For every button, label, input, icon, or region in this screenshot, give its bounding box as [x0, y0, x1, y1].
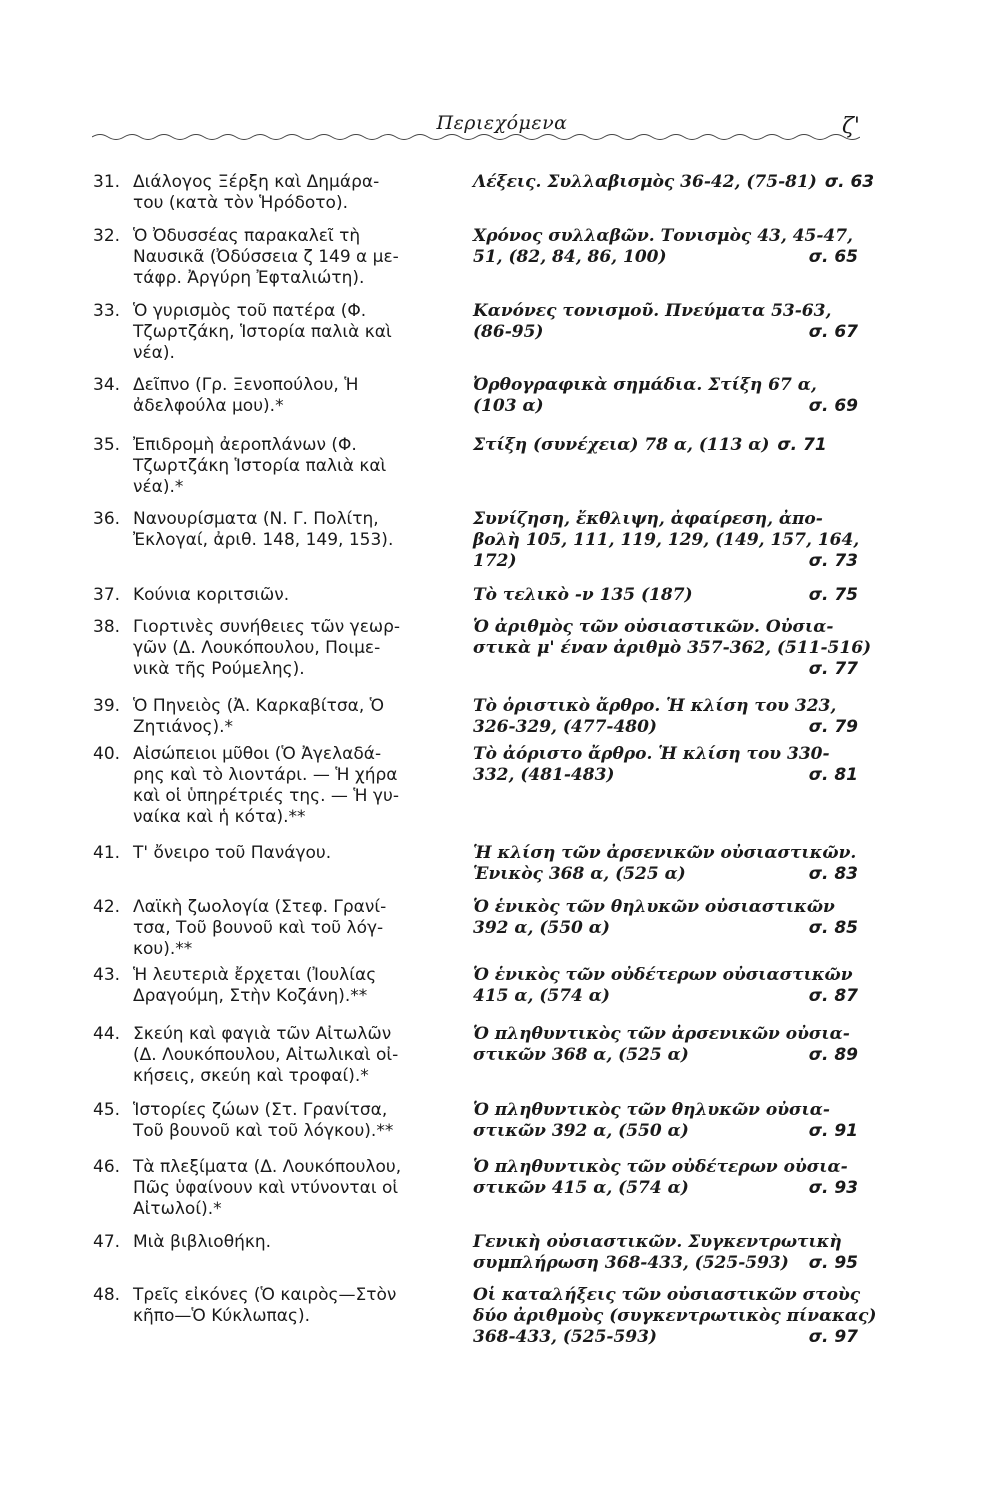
reading-title	[133, 1024, 453, 1087]
reading-title-line: Τὰ πλεξίματα (Δ. Λουκόπουλου,	[133, 1157, 402, 1177]
page-reference: σ. 65	[808, 247, 858, 267]
entry-number: 38.	[93, 617, 121, 637]
entry-number: 34.	[93, 375, 121, 395]
entry-number: 42.	[93, 897, 121, 917]
page-reference: σ. 97	[808, 1327, 858, 1347]
entry-number: 35.	[93, 435, 121, 455]
page-number: ζ'	[842, 114, 860, 139]
reading-title-line: Κούνια κοριτσιῶν.	[133, 585, 290, 605]
reading-title	[133, 585, 453, 606]
page-reference: σ. 89	[808, 1045, 858, 1065]
reading-title	[133, 301, 453, 364]
grammar-topic-line: Ἡ κλίση τῶν ἀρσενικῶν οὐσιαστικῶν.	[473, 843, 857, 863]
reading-title-line: κου).**	[133, 939, 193, 959]
entry-number: 47.	[93, 1232, 121, 1252]
grammar-topic-line: δύο ἀριθμοὺς (συγκεντρωτικὸς πίνακας)	[473, 1306, 877, 1326]
grammar-topic-line: 392 α, (550 α) σ. 85	[473, 918, 858, 938]
entry-number: 39.	[93, 696, 121, 716]
reading-title-line: Αἰτωλοί).*	[133, 1199, 222, 1219]
grammar-topic-line: Οἱ καταλήξεις τῶν οὐσιαστικῶν στοὺς	[473, 1285, 861, 1305]
running-header-title: Περιεχόμενα	[436, 112, 568, 134]
entry-number: 45.	[93, 1100, 121, 1120]
grammar-topic	[473, 696, 858, 738]
entry-number: 48.	[93, 1285, 121, 1305]
page-reference: σ. 63	[824, 172, 875, 192]
reading-title-line: Τρεῖς εἰκόνες (Ὁ καιρὸς—Στὸν	[133, 1285, 397, 1305]
page-reference: σ. 79	[808, 717, 858, 737]
grammar-topic-line: 332, (481-483) σ. 81	[473, 765, 858, 785]
reading-title-line: τσα, Τοῦ βουνοῦ καὶ τοῦ λόγ-	[133, 918, 384, 938]
reading-title	[133, 965, 453, 1007]
grammar-topic-line: 326-329, (477-480) σ. 79	[473, 717, 858, 737]
grammar-topic	[473, 965, 858, 1007]
reading-title-line: νέα).	[133, 343, 175, 363]
grammar-topic-line: Κανόνες τονισμοῦ. Πνεύματα 53-63,	[473, 301, 832, 321]
reading-title	[133, 897, 453, 960]
reading-title	[133, 696, 453, 738]
reading-title-line: Πῶς ὑφαίνουν καὶ ντύνονται οἱ	[133, 1178, 399, 1198]
reading-title-line: ρης καὶ τὸ λιοντάρι. — Ἡ χήρα	[133, 765, 398, 785]
reading-title	[133, 617, 453, 680]
reading-title	[133, 435, 453, 498]
entry-number: 44.	[93, 1024, 121, 1044]
entry-number: 43.	[93, 965, 121, 985]
entry-number: 32.	[93, 226, 121, 246]
grammar-topic-line: Ἑνικὸς 368 α, (525 α) σ. 83	[473, 864, 858, 884]
reading-title	[133, 375, 453, 417]
page-reference: σ. 87	[808, 986, 858, 1006]
reading-title	[133, 1285, 453, 1327]
reading-title-line: Ζητιάνος).*	[133, 717, 234, 737]
reading-title-line: Σκεύη καὶ φαγιὰ τῶν Αἰτωλῶν	[133, 1024, 392, 1044]
reading-title-line: του (κατὰ τὸν Ἡρόδοτο).	[133, 193, 348, 213]
page-reference: σ. 71	[777, 435, 827, 455]
reading-title	[133, 744, 453, 828]
reading-title-line: κήσεις, σκεύη καὶ τροφαί).*	[133, 1066, 369, 1086]
reading-title-line: Ἱστορίες ζώων (Στ. Γρανίτσα,	[133, 1100, 388, 1120]
grammar-topic-line: Ὁ ἑνικὸς τῶν θηλυκῶν οὐσιαστικῶν	[473, 897, 835, 917]
reading-title-line: νέα).*	[133, 477, 184, 497]
grammar-topic-line: Τὸ ὁριστικὸ ἄρθρο. Ἡ κλίση του 323,	[473, 696, 837, 716]
grammar-topic	[473, 897, 858, 939]
grammar-topic	[473, 1157, 858, 1199]
grammar-topic-line: 172) σ. 73	[473, 551, 858, 571]
reading-title-line: Γιορτινὲς συνήθειες τῶν γεωρ-	[133, 617, 401, 637]
reading-title-line: νικὰ τῆς Ρούμελης).	[133, 659, 305, 679]
entry-number: 40.	[93, 744, 121, 764]
reading-title-line: (Δ. Λουκόπουλου, Αἰτωλικαὶ οἰ-	[133, 1045, 399, 1065]
page-reference: σ. 67	[808, 322, 858, 342]
entry-number: 41.	[93, 843, 121, 863]
reading-title-line: Δραγούμη, Στὴν Κοζάνη).**	[133, 986, 368, 1006]
grammar-topic	[473, 1285, 877, 1348]
reading-title-line: ναίκα καὶ ἡ κότα).**	[133, 807, 306, 827]
reading-title-line: Αἰσώπειοι μῦθοι (Ὁ Ἀγελαδά-	[133, 744, 382, 764]
reading-title	[133, 1100, 453, 1142]
grammar-topic	[473, 226, 858, 268]
reading-title-line: Μιὰ βιβλιοθήκη.	[133, 1232, 272, 1252]
entry-number: 46.	[93, 1157, 121, 1177]
grammar-topic	[473, 1024, 858, 1066]
grammar-topic	[473, 744, 858, 786]
grammar-topic-line: Λέξεις. Συλλαβισμὸς 36-42, (75-81) σ. 63	[473, 172, 875, 192]
page-reference: σ. 81	[808, 765, 858, 785]
decorative-wavy-rule	[92, 132, 860, 142]
reading-title-line: καὶ οἱ ὑπηρέτριές της. — Ἡ γυ-	[133, 786, 399, 806]
grammar-topic-line: στικῶν 415 α, (574 α) σ. 93	[473, 1178, 858, 1198]
page-reference: σ. 77	[808, 659, 858, 679]
reading-title	[133, 1157, 453, 1220]
grammar-topic-line: 368-433, (525-593) σ. 97	[473, 1327, 858, 1347]
grammar-topic-line: στικῶν 368 α, (525 α) σ. 89	[473, 1045, 858, 1065]
reading-title-line: Ἐκλογαί, ἀριθ. 148, 149, 153).	[133, 530, 394, 550]
grammar-topic-line: Στίξη (συνέχεια) 78 α, (113 α) σ. 71	[473, 435, 827, 455]
reading-title-line: γῶν (Δ. Λουκόπουλου, Ποιμε-	[133, 638, 381, 658]
reading-title	[133, 509, 453, 551]
grammar-topic	[473, 435, 858, 456]
reading-title-line: Τ' ὄνειρο τοῦ Πανάγου.	[133, 843, 332, 863]
grammar-topic-line: Χρόνος συλλαβῶν. Τονισμὸς 43, 45-47,	[473, 226, 853, 246]
reading-title-line: Ἐπιδρομὴ ἀεροπλάνων (Φ.	[133, 435, 357, 455]
grammar-topic-line: Γενικὴ οὐσιαστικῶν. Συγκεντρωτικὴ	[473, 1232, 842, 1252]
grammar-topic-line: Τὸ τελικὸ -ν 135 (187) σ. 75	[473, 585, 858, 605]
reading-title-line: Ἡ λευτεριὰ ἔρχεται (Ἰουλίας	[133, 965, 377, 985]
reading-title-line: τάφρ. Ἀργύρη Ἐφταλιώτη).	[133, 268, 365, 288]
grammar-topic-line: Συνίζηση, ἔκθλιψη, ἀφαίρεση, ἀπο-	[473, 509, 823, 529]
grammar-topic	[473, 1100, 858, 1142]
reading-title-line: Νανουρίσματα (Ν. Γ. Πολίτη,	[133, 509, 379, 529]
reading-title-line: Ὁ Ὀδυσσέας παρακαλεῖ τὴ	[133, 226, 361, 246]
grammar-topic	[473, 301, 858, 343]
grammar-topic-line: 51, (82, 84, 86, 100) σ. 65	[473, 247, 858, 267]
reading-title	[133, 226, 453, 289]
grammar-topic-line: Ὀρθογραφικὰ σημάδια. Στίξη 67 α,	[473, 375, 817, 395]
reading-title-line: Δεῖπνο (Γρ. Ξενοπούλου, Ἡ	[133, 375, 359, 395]
grammar-topic	[473, 843, 858, 885]
reading-title-line: Τζωρτζάκη Ἱστορία παλιὰ καὶ	[133, 456, 387, 476]
entry-number: 31.	[93, 172, 121, 192]
reading-title-line: Ναυσικᾶ (Ὀδύσσεια ζ 149 α με-	[133, 247, 399, 267]
grammar-topic-line: Ὁ πληθυντικὸς τῶν ἀρσενικῶν οὐσια-	[473, 1024, 850, 1044]
grammar-topic-line: 415 α, (574 α) σ. 87	[473, 986, 858, 1006]
page-reference: σ. 85	[808, 918, 858, 938]
grammar-topic	[473, 172, 875, 193]
reading-title-line: Ὁ Πηνειὸς (Ἀ. Καρκαβίτσα, Ὁ	[133, 696, 385, 716]
grammar-topic	[473, 617, 872, 680]
grammar-topic-line	[473, 659, 858, 680]
grammar-topic-line: Ὁ πληθυντικὸς τῶν θηλυκῶν οὐσια-	[473, 1100, 830, 1120]
entry-number: 36.	[93, 509, 121, 529]
grammar-topic-line: στικῶν 392 α, (550 α) σ. 91	[473, 1121, 858, 1141]
reading-title-line: Τζωρτζάκη, Ἱστορία παλιὰ καὶ	[133, 322, 392, 342]
grammar-topic-line: συμπλήρωση 368-433, (525-593) σ. 95	[473, 1253, 858, 1273]
reading-title-line: Λαϊκὴ ζωολογία (Στεφ. Γρανί-	[133, 897, 387, 917]
reading-title	[133, 172, 453, 214]
grammar-topic-line: Ὁ ἀριθμὸς τῶν οὐσιαστικῶν. Οὐσια-	[473, 617, 834, 637]
reading-title	[133, 1232, 453, 1253]
grammar-topic-line: βολὴ 105, 111, 119, 129, (149, 157, 164,	[473, 530, 860, 550]
grammar-topic-line: Ὁ πληθυντικὸς τῶν οὐδέτερων οὐσια-	[473, 1157, 848, 1177]
grammar-topic	[473, 1232, 858, 1274]
page-reference: σ. 83	[808, 864, 858, 884]
entry-number: 37.	[93, 585, 121, 605]
reading-title-line: Τοῦ βουνοῦ καὶ τοῦ λόγκου).**	[133, 1121, 394, 1141]
page-reference: σ. 93	[808, 1178, 858, 1198]
grammar-topic	[473, 509, 858, 572]
page-reference: σ. 73	[808, 551, 858, 571]
grammar-topic-line: Ὁ ἑνικὸς τῶν οὐδέτερων οὐσιαστικῶν	[473, 965, 853, 985]
reading-title-line: Ὁ γυρισμὸς τοῦ πατέρα (Φ.	[133, 301, 367, 321]
reading-title-line: Διάλογος Ξέρξη καὶ Δημάρα-	[133, 172, 380, 192]
grammar-topic	[473, 585, 858, 606]
page-reference: σ. 91	[808, 1121, 858, 1141]
grammar-topic	[473, 375, 858, 417]
reading-title-line: κῆπο—Ὁ Κύκλωπας).	[133, 1306, 311, 1326]
grammar-topic-line: στικὰ μ' έναν ἀριθμὸ 357-362, (511-516)	[473, 638, 872, 658]
entry-number: 33.	[93, 301, 121, 321]
reading-title	[133, 843, 453, 864]
grammar-topic-line: (103 α) σ. 69	[473, 396, 858, 416]
reading-title-line: ἀδελφούλα μου).*	[133, 396, 284, 416]
grammar-topic-line: (86-95) σ. 67	[473, 322, 858, 342]
page-reference: σ. 75	[808, 585, 858, 605]
page-reference: σ. 95	[808, 1253, 858, 1273]
grammar-topic-line: Τὸ ἀόριστο ἄρθρο. Ἡ κλίση του 330-	[473, 744, 830, 764]
page-reference: σ. 69	[808, 396, 858, 416]
